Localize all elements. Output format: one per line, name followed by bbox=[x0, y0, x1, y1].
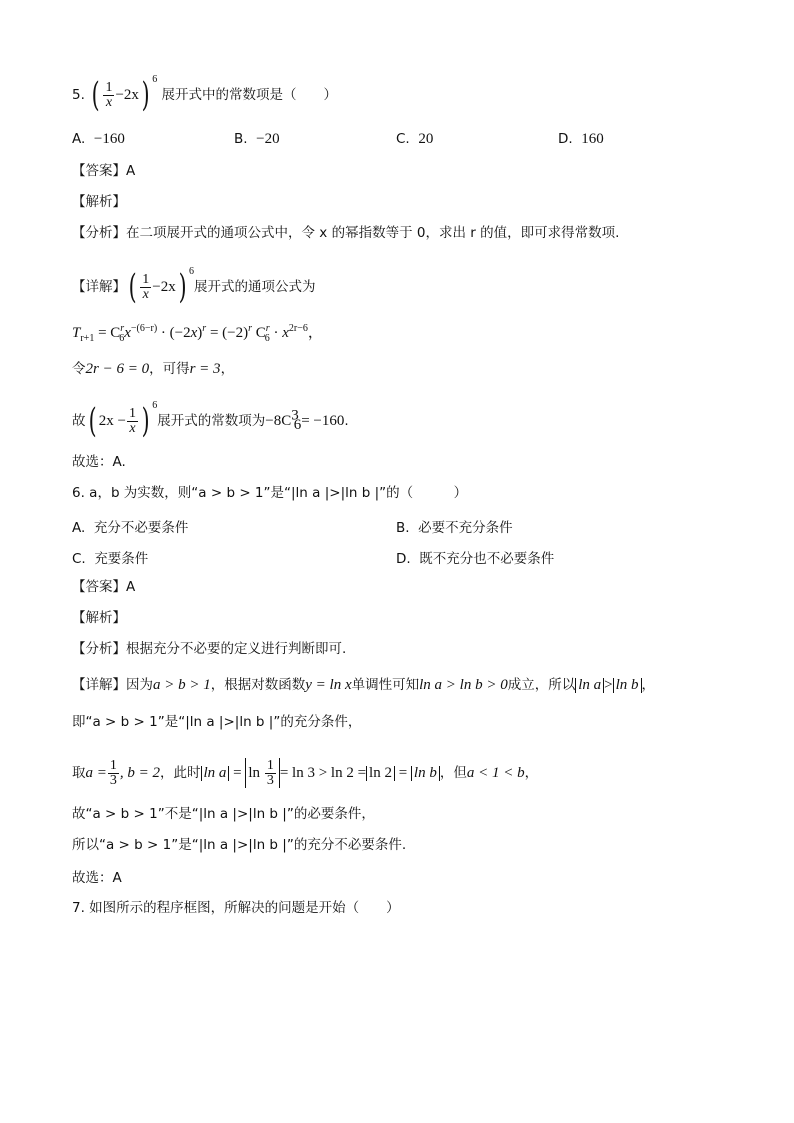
q6-detail-line2: 即“a > b > 1”是“|ln a |>|ln b |”的充分条件， bbox=[72, 714, 362, 730]
q6-option-b: B. 必要不充分条件 bbox=[396, 520, 513, 536]
q5-detail: 【详解】( $\frac{1}{x}$ −2x) $^6$展开式的通项公式为 bbox=[72, 266, 316, 307]
q5-general-term-formula: $T_{r+1} = C^r_6x^{-(6-r)} \cdot (-2x)^r = (-2)^r$ $C^r_6 \cdot x^{2r-6}$， bbox=[72, 323, 323, 344]
q5-option-d: D. 160 bbox=[558, 131, 604, 147]
q6-option-c: C. 充要条件 bbox=[72, 551, 149, 567]
q6-detail-line4: 故“a > b > 1”不是“|ln a |>|ln b |”的必要条件， bbox=[72, 806, 375, 822]
q6-option-d: D. 既不充分也不必要条件 bbox=[396, 551, 555, 567]
q5-step2: 令2r − 6 = 0，可得r = 3， bbox=[72, 361, 235, 377]
q5-option-c: C. 20 bbox=[396, 131, 434, 147]
q5-stem: 5. ( $\frac{1}{x}$ −2x) $^6$ 展开式中的常数项是（ ） bbox=[72, 74, 337, 115]
q6-stem: 6. a，b 为实数，则“a > b > 1”是“|ln a |>|ln b |”的（ ） bbox=[72, 485, 468, 501]
q5-step3: 故( 2x − $\frac{1}{x}$ ) $^6$展开式的常数项为$-8C^3_6= -160$. bbox=[72, 400, 349, 441]
q5-number: 5. bbox=[72, 87, 85, 103]
q5-stem-text: 展开式中的常数项是（ ） bbox=[161, 87, 337, 103]
q6-analysis-tag: 【解析】 bbox=[72, 610, 126, 626]
q6-conclusion: 故选：A bbox=[72, 870, 122, 886]
q6-detail-line5: 所以“a > b > 1”是“|ln a |>|ln b |”的充分不必要条件. bbox=[72, 837, 407, 853]
q6-option-a: A. 充分不必要条件 bbox=[72, 520, 189, 536]
q5-fraction: $\frac{1}{x}$ bbox=[105, 79, 113, 110]
q6-answer: 【答案】A bbox=[72, 579, 136, 595]
q6-fenxi: 【分析】根据充分不必要的定义进行判断即可. bbox=[72, 641, 347, 657]
q7-stem: 7. 如图所示的程序框图，所解决的问题是开始（ ） bbox=[72, 900, 400, 916]
q5-conclusion: 故选：A. bbox=[72, 454, 126, 470]
q6-detail-line3: 取a = $\frac{1}{3}$ , b = 2，此时 ln a = ln $\frac{1}{3}$ = ln 3 > ln 2 = ln 2 = ln b ，但a < 1 < b， bbox=[72, 757, 539, 789]
q6-detail-line1: 【详解】因为a > b > 1，根据对数函数y = ln x单调性可知ln a > ln b > 0成立，所以 ln a > ln b ， bbox=[72, 677, 656, 693]
q5-fenxi: 【分析】在二项展开式的通项公式中，令 x 的幂指数等于 0，求出 r 的值，即可求得常数项. bbox=[72, 225, 620, 241]
q5-option-a: A. −160 bbox=[72, 131, 125, 147]
q5-answer: 【答案】A bbox=[72, 163, 136, 179]
q5-analysis-tag: 【解析】 bbox=[72, 194, 126, 210]
q5-option-b: B. −20 bbox=[234, 131, 280, 147]
